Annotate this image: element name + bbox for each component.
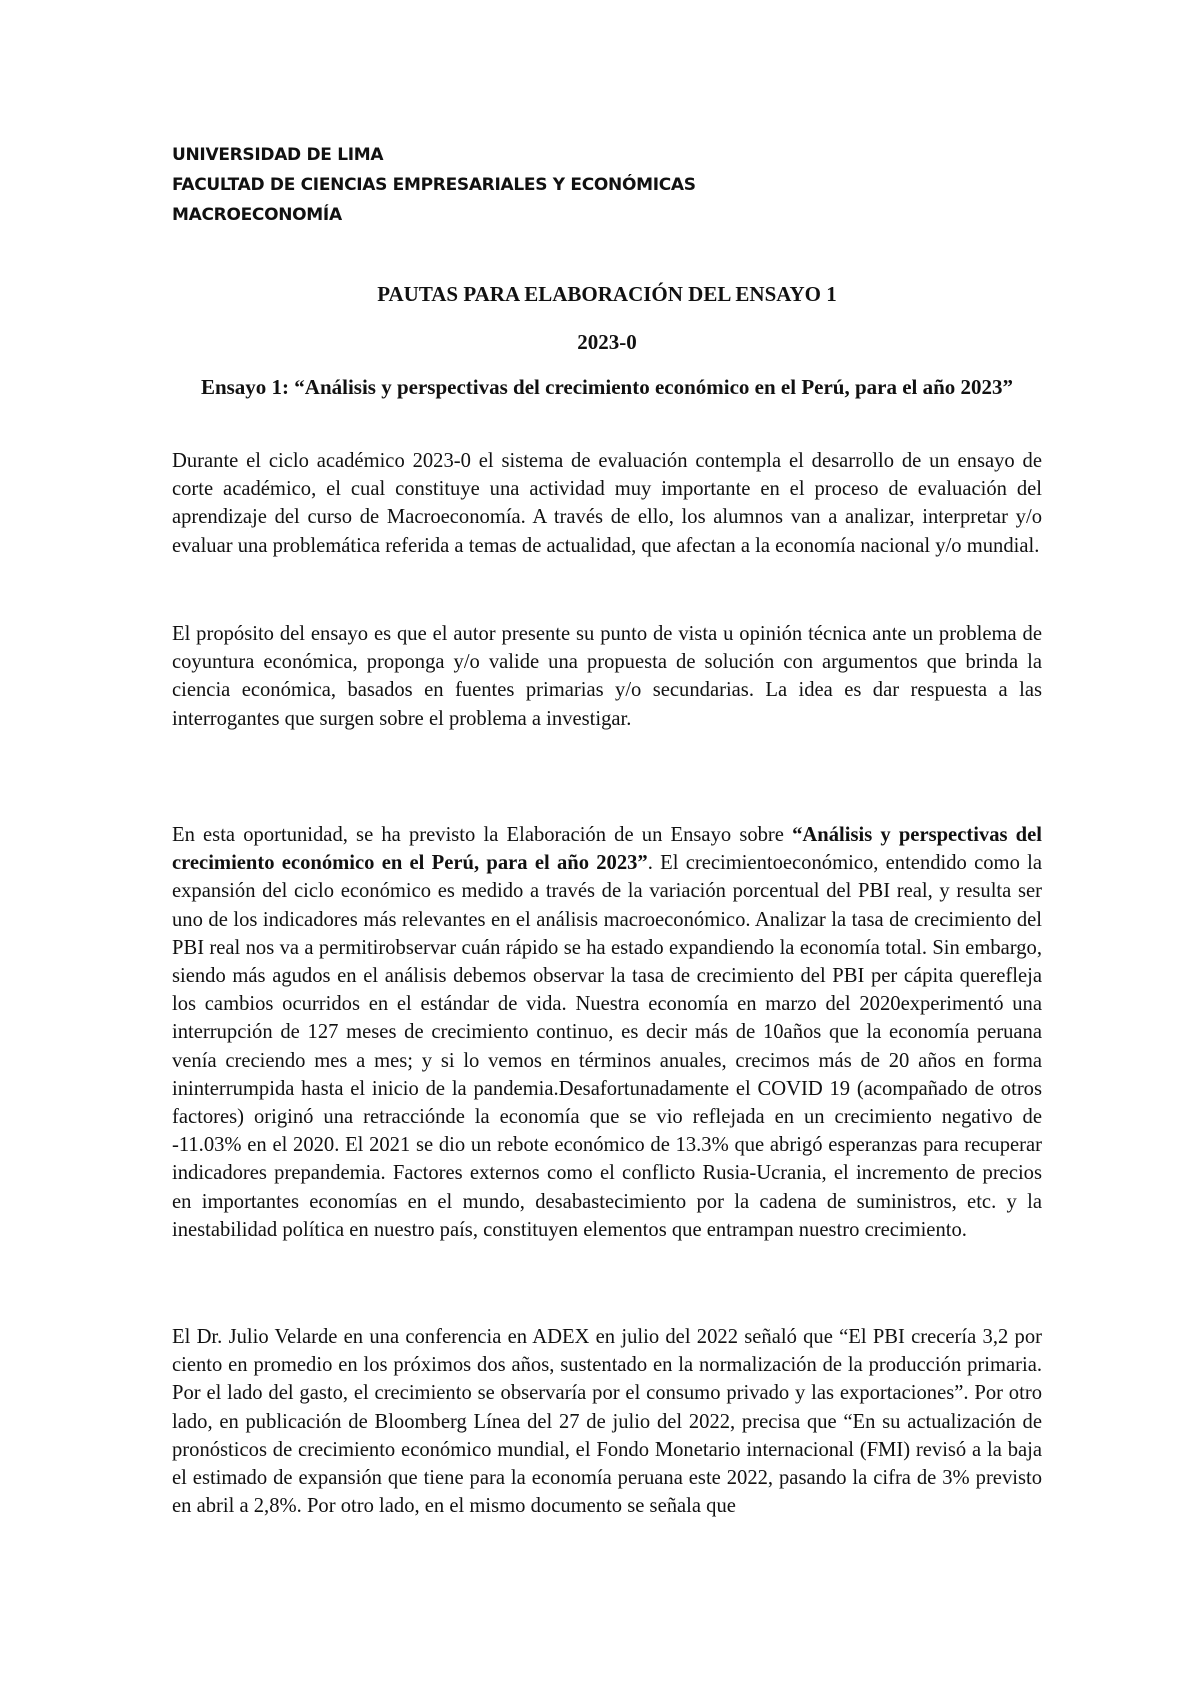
paragraph-3	[172, 821, 1042, 1244]
header-course: MACROECONOMÍA	[172, 205, 342, 225]
essay-heading: Ensayo 1: “Análisis y perspectivas del crecimiento económico en el Perú, para el año 2023”	[200, 375, 1014, 399]
document-term: 2023-0	[577, 330, 637, 354]
document-page	[172, 140, 1042, 1518]
paragraph-4: El Dr. Julio Velarde en una conferencia en ADEX en julio del 2022 señaló que “El PBI crecería 3,2 por ciento en promedio en los próximos dos años, sustentado en la normalización de la producción primaria. Por el lado del gasto, el crecimiento se observaría por el consumo privado y las exportaciones”. Por otro lado, en publicación de Bloomberg Línea del 27 de julio del 2022, precisa que “En su actualización de pronósticos de crecimiento económico mundial, el Fondo Monetario internacional (FMI) revisó a la baja el estimado de expansión que tiene para la economía peruana este 2022, pasando la cifra de 3% previsto en abril a 2,8%. Por otro lado, en el mismo documento se señala que	[172, 1326, 1042, 1518]
paragraph-3-intro: En esta oportunidad, se ha previsto la Elaboración de un Ensayo sobre	[172, 824, 793, 846]
paragraph-2: El propósito del ensayo es que el autor presente su punto de vista u opinión técnica ante un problema de coyuntura económica, proponga y/o valide una propuesta de solución con argumentos que brinda la ciencia económica, basados en fuentes primarias y/o secundarias. La idea es dar respuesta a las interrogantes que surgen sobre el problema a investigar.	[172, 623, 1042, 730]
header-university: UNIVERSIDAD DE LIMA	[172, 145, 384, 165]
paragraph-3-bold-topic: “Análisis y perspectivas del crecimiento económico en el Perú, para el año 2023”	[172, 824, 1042, 875]
paragraph-3-rest: . El crecimientoeconómico, entendido como la expansión del ciclo económico es medido a través de la variación porcentual del PBI real, y resulta ser uno de los indicadores más relevantes en el análisis macroeconómico. Analizar la tasa de crecimiento del PBI real nos va a permitirobservar cuán rápido se ha estado expandiendo la economía total. Sin embargo, siendo más agudos en el análisis debemos observar la tasa de crecimiento del PBI per cápita querefleja los cambios ocurridos en el estándar de vida. Nuestra economía en marzo del 2020experimentó una interrupción de 127 meses de crecimiento continuo, es decir más de 10años que la economía peruana venía creciendo mes a mes; y si lo vemos en términos anuales, crecimos más de 20 años en forma ininterrumpida hasta el inicio de la pandemia.Desafortunadamente el COVID 19 (acompañado de otros factores) originó una retracciónde la economía que se vio reflejada en un crecimiento negativo de -11.03% en el 2020. El 2021 se dio un rebote económico de 13.3% que abrigó esperanzas para recuperar indicadores prepandemia. Factores externos como el conflicto Rusia-Ucrania, el incremento de precios en importantes economías en el mundo, desabastecimiento por la cadena de suministros, etc. y la inestabilidad política en nuestro país, constituyen elementos que entrampan nuestro crecimiento.	[172, 852, 1042, 1241]
document-title: PAUTAS PARA ELABORACIÓN DEL ENSAYO 1	[377, 282, 837, 306]
header-faculty: FACULTAD DE CIENCIAS EMPRESARIALES Y ECONÓMICAS	[172, 175, 696, 195]
paragraph-1: Durante el ciclo académico 2023-0 el sistema de evaluación contempla el desarrollo de un ensayo de corte académico, el cual constituye una actividad muy importante en el proceso de evaluación del aprendizaje del curso de Macroeconomía. A través de ello, los alumnos van a analizar, interpretar y/o evaluar una problemática referida a temas de actualidad, que afectan a la economía nacional y/o mundial.	[172, 450, 1042, 557]
